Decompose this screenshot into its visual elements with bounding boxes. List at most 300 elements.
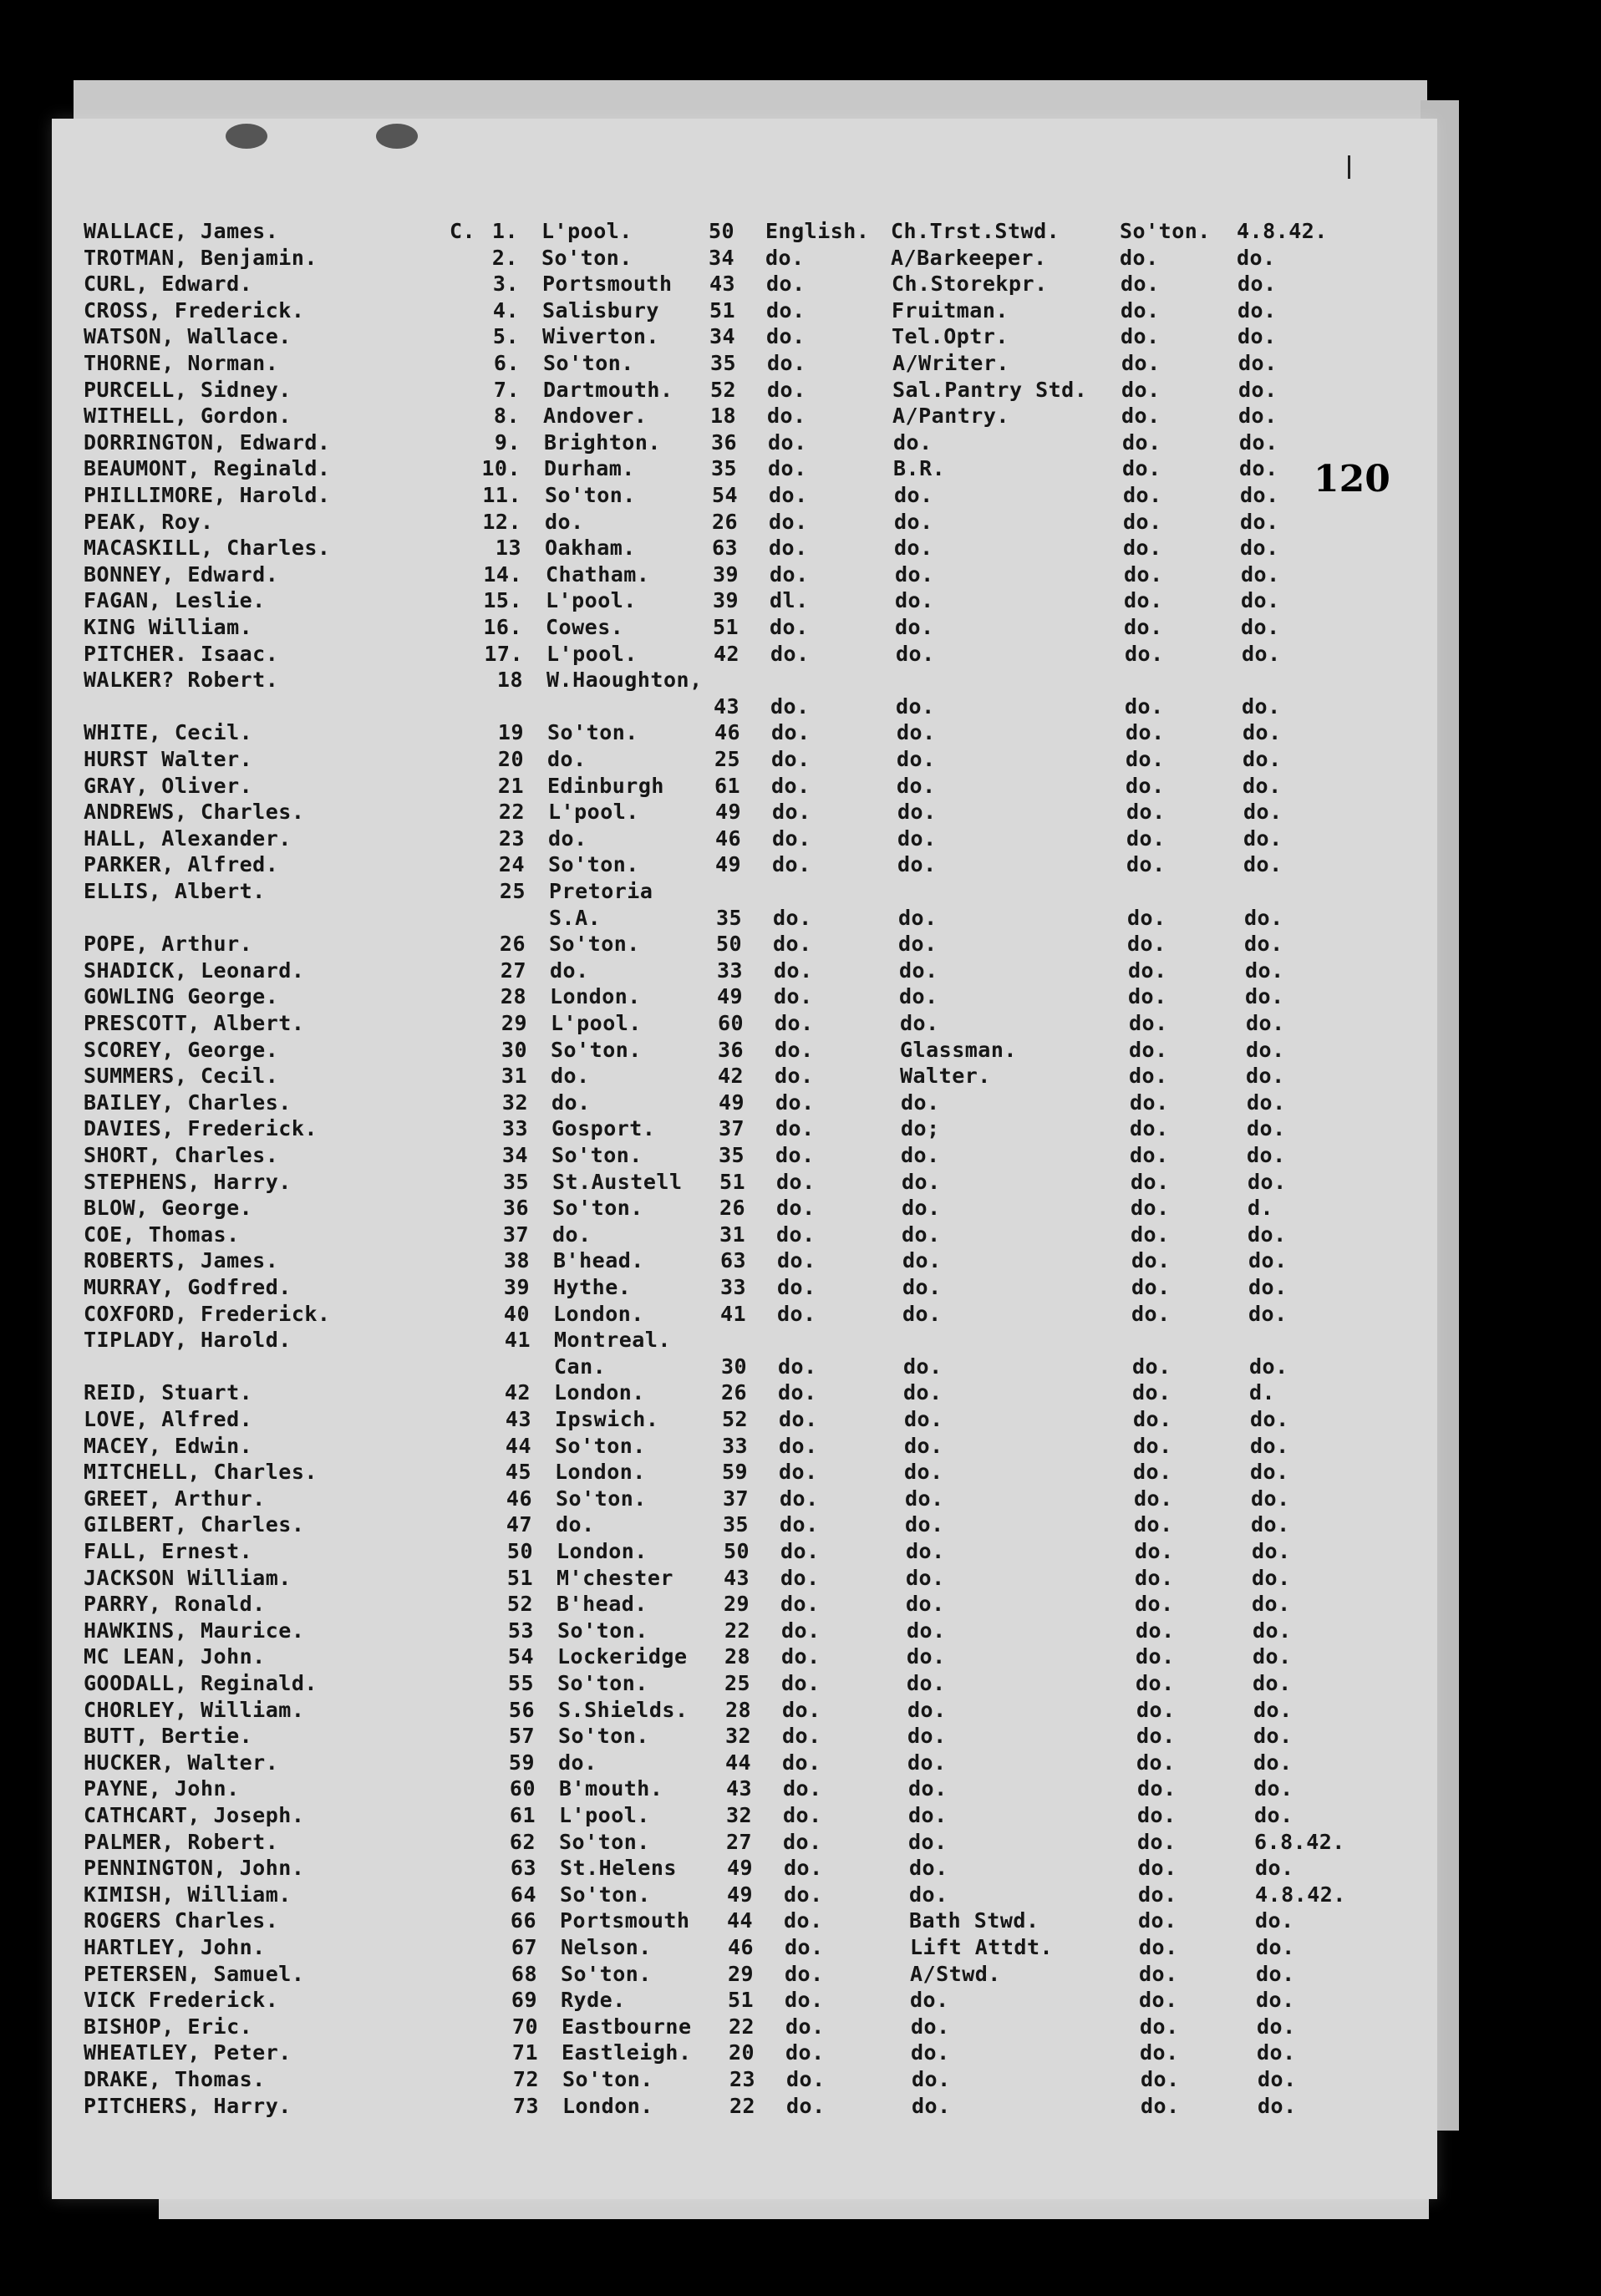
- age: 31: [719, 1222, 746, 1247]
- date: do.: [1247, 1116, 1286, 1141]
- table-row: [0, 906, 1601, 931]
- crew-name: PALMER, Robert.: [84, 1829, 279, 1854]
- rating: do.: [895, 615, 934, 639]
- date: do.: [1248, 1275, 1288, 1299]
- table-row: [0, 642, 1601, 667]
- table-row: [0, 694, 1601, 719]
- birthplace: Brighton.: [544, 429, 661, 455]
- entry-number: 36: [502, 1196, 529, 1221]
- age: 22: [729, 2093, 756, 2118]
- rating: do.: [899, 958, 938, 983]
- rating: do.: [897, 852, 937, 877]
- table-row: [0, 351, 1601, 376]
- table-row: [0, 1275, 1601, 1300]
- crew-name: THORNE, Norman.: [84, 351, 279, 375]
- date: do.: [1255, 1856, 1294, 1881]
- port: do.: [1126, 773, 1165, 798]
- rating: do.: [900, 1011, 939, 1035]
- age: 25: [724, 1671, 751, 1695]
- crew-name: PETERSEN, Samuel.: [84, 1961, 305, 1986]
- rating: do.: [899, 984, 938, 1009]
- date: do.: [1250, 1433, 1289, 1458]
- port: do.: [1121, 404, 1161, 429]
- nationality: do.: [777, 1248, 816, 1273]
- age: 49: [719, 1090, 745, 1115]
- nationality: do.: [786, 2093, 826, 2118]
- rating: do.: [907, 1724, 947, 1749]
- crew-name: BAILEY, Charles.: [84, 1090, 292, 1115]
- nationality: do.: [775, 1143, 815, 1167]
- entry-number: 41: [504, 1328, 531, 1353]
- age: 49: [727, 1882, 754, 1907]
- rating: do.: [902, 1275, 942, 1299]
- crew-name: SHADICK, Leonard.: [84, 958, 305, 983]
- birthplace: Pretoria: [549, 879, 653, 903]
- date: do.: [1248, 1248, 1288, 1273]
- nationality: do.: [769, 536, 808, 561]
- nationality: do.: [778, 1380, 817, 1405]
- age: 54: [712, 483, 739, 507]
- entry-number: 67: [511, 1935, 537, 1959]
- age: 49: [717, 984, 744, 1009]
- table-row: [0, 378, 1601, 403]
- birthplace: L'pool.: [551, 1011, 642, 1035]
- age: 43: [724, 1565, 750, 1590]
- port: do.: [1136, 1671, 1175, 1695]
- table-row: [0, 720, 1601, 745]
- table-row: [0, 1882, 1601, 1907]
- age: 59: [722, 1460, 749, 1485]
- port: do.: [1137, 1776, 1177, 1801]
- date: do.: [1243, 747, 1282, 771]
- entry-number: 38: [503, 1248, 530, 1273]
- crew-name: PITCHER. Isaac.: [84, 641, 279, 666]
- port: do.: [1131, 1196, 1170, 1221]
- date: do.: [1250, 1460, 1289, 1485]
- age: 29: [728, 1961, 755, 1986]
- crew-name: MACEY, Edwin.: [84, 1433, 253, 1458]
- table-row: [0, 1671, 1601, 1696]
- table-row: [0, 2014, 1601, 2039]
- crew-name: WALLACE, James.: [84, 219, 279, 243]
- date: 4.8.42.: [1237, 219, 1328, 243]
- date: do.: [1241, 588, 1280, 613]
- table-row: [0, 1750, 1601, 1775]
- birthplace: Portsmouth: [542, 272, 673, 297]
- date: do.: [1240, 509, 1279, 534]
- birthplace: So'ton.: [555, 1433, 646, 1458]
- entry-number: 70: [511, 2014, 538, 2039]
- birthplace: Edinburgh: [547, 773, 664, 798]
- birthplace: L'pool.: [548, 800, 639, 825]
- birthplace: So'ton.: [547, 720, 638, 745]
- entry-number: 61: [509, 1803, 536, 1827]
- crew-name: GRAY, Oliver.: [84, 773, 253, 798]
- table-row: [0, 246, 1601, 271]
- crew-name: VICK Frederick.: [84, 1988, 279, 2013]
- table-row: [0, 404, 1601, 429]
- crew-name: BUTT, Bertie.: [84, 1724, 253, 1749]
- entry-number: 23: [498, 825, 525, 851]
- entry-number: 56: [508, 1697, 535, 1722]
- entry-number: 1.: [491, 219, 518, 243]
- nationality: do.: [785, 2040, 825, 2065]
- table-row: [0, 1539, 1601, 1564]
- age: 44: [725, 1750, 752, 1775]
- crew-name: WITHELL, Gordon.: [84, 404, 292, 429]
- crew-name: BEAUMONT, Reginald.: [84, 456, 331, 481]
- rating: do.: [908, 1803, 948, 1827]
- rating: Walter.: [900, 1064, 991, 1089]
- birthplace: Cowes.: [546, 615, 624, 639]
- date: do.: [1248, 1301, 1288, 1326]
- age: 22: [729, 2014, 755, 2039]
- crew-name: PURCELL, Sidney.: [84, 377, 292, 402]
- entry-number: 5.: [492, 324, 519, 349]
- nationality: do.: [782, 1724, 821, 1749]
- crew-name: POPE, Arthur.: [84, 932, 253, 957]
- date: do.: [1238, 297, 1277, 323]
- nationality: English.: [765, 219, 870, 243]
- date: do.: [1246, 1064, 1285, 1089]
- date: do.: [1246, 1037, 1285, 1062]
- age: 51: [713, 615, 740, 639]
- port: do.: [1127, 905, 1166, 930]
- rating: do.: [904, 1433, 943, 1458]
- age: 50: [709, 219, 735, 243]
- birthplace: do.: [547, 747, 587, 771]
- port: do.: [1129, 1037, 1168, 1062]
- crew-name: BLOW, George.: [84, 1196, 253, 1221]
- birthplace: do.: [548, 825, 587, 851]
- birthplace: So'ton.: [561, 1961, 652, 1986]
- nationality: do.: [780, 1592, 820, 1617]
- table-row: [0, 1196, 1601, 1221]
- table-row: [0, 774, 1601, 799]
- table-row: [0, 1380, 1601, 1405]
- date: do.: [1244, 932, 1283, 957]
- rating: do.: [911, 2040, 950, 2065]
- nationality: do.: [784, 1908, 823, 1933]
- port: do.: [1136, 1724, 1176, 1749]
- rating: A/Barkeeper.: [891, 245, 1047, 270]
- rating: Sal.Pantry Std.: [892, 377, 1088, 402]
- crew-name: LOVE, Alfred.: [84, 1407, 253, 1431]
- port: do.: [1138, 1908, 1177, 1933]
- rating: do.: [897, 747, 936, 771]
- table-row: [0, 456, 1601, 481]
- port: do.: [1132, 1354, 1172, 1379]
- birthplace: Gosport.: [551, 1116, 656, 1141]
- entry-number: 29: [501, 1011, 527, 1035]
- age: 36: [711, 429, 738, 455]
- table-row: [0, 2067, 1601, 2092]
- age: 35: [710, 351, 737, 375]
- crew-name: ROGERS Charles.: [84, 1908, 279, 1933]
- crew-name: HURST Walter.: [84, 747, 253, 771]
- table-row: [0, 1724, 1601, 1749]
- entry-number: 68: [511, 1961, 537, 1986]
- nationality: do.: [780, 1486, 819, 1511]
- birthplace: do.: [552, 1222, 592, 1247]
- crew-name: PENNINGTON, John.: [84, 1856, 305, 1881]
- age: 34: [709, 324, 736, 349]
- port: do.: [1133, 1407, 1172, 1431]
- port: do.: [1129, 1064, 1168, 1089]
- date: do.: [1247, 1090, 1286, 1115]
- nationality: do.: [776, 1169, 816, 1194]
- table-row: [0, 536, 1601, 561]
- age: 32: [725, 1724, 752, 1749]
- nationality: do.: [780, 1539, 820, 1563]
- age: 52: [710, 377, 737, 402]
- date: do.: [1241, 561, 1280, 587]
- rating: do.: [906, 1592, 945, 1617]
- rating: Tel.Optr.: [892, 324, 1009, 349]
- date: do.: [1240, 483, 1279, 507]
- nationality: do.: [776, 1222, 816, 1247]
- date: do.: [1240, 536, 1279, 561]
- crew-name: HAWKINS, Maurice.: [84, 1618, 305, 1643]
- crew-name: MC LEAN, John.: [84, 1644, 266, 1669]
- nationality: do.: [784, 1856, 823, 1881]
- entry-number: 17.: [484, 641, 523, 666]
- nationality: do.: [783, 1803, 822, 1827]
- birthplace: So'ton.: [551, 1143, 643, 1167]
- table-row: [0, 1460, 1601, 1485]
- crew-name: ROBERTS, James.: [84, 1248, 279, 1273]
- date: do.: [1241, 615, 1280, 639]
- entry-number: 62: [509, 1829, 536, 1854]
- port: do.: [1126, 852, 1166, 877]
- port: do.: [1130, 1143, 1169, 1167]
- date: do.: [1258, 2093, 1297, 2118]
- entry-number: 52: [506, 1592, 533, 1617]
- rating: do.: [909, 1882, 948, 1907]
- crew-name: SCOREY, George.: [84, 1037, 279, 1062]
- age: 42: [718, 1064, 745, 1089]
- entry-number: 59: [508, 1750, 535, 1775]
- table-row: [0, 1064, 1601, 1089]
- table-row: [0, 219, 1601, 244]
- rating: do;: [901, 1116, 940, 1141]
- crew-name: GOWLING George.: [84, 984, 279, 1009]
- table-row: [0, 1908, 1601, 1933]
- table-row: [0, 1486, 1601, 1511]
- age: 26: [712, 509, 739, 534]
- date: do.: [1254, 1776, 1294, 1801]
- table-row: [0, 1038, 1601, 1063]
- birthplace: London.: [553, 1301, 644, 1326]
- crew-name: MACASKILL, Charles.: [84, 536, 331, 561]
- port: do.: [1130, 1090, 1169, 1115]
- date: do.: [1253, 1644, 1292, 1669]
- date: do.: [1243, 773, 1282, 798]
- age: 63: [712, 536, 739, 561]
- birthplace: So'ton.: [557, 1671, 648, 1695]
- port: do.: [1140, 2040, 1179, 2065]
- entry-number: 33: [501, 1116, 528, 1141]
- port: do.: [1138, 1882, 1177, 1907]
- port: do.: [1125, 693, 1164, 719]
- nationality: do.: [765, 245, 805, 270]
- crew-name: SHORT, Charles.: [84, 1143, 279, 1167]
- table-row: [0, 510, 1601, 535]
- birthplace: So'ton.: [545, 483, 636, 507]
- table-row: [0, 1935, 1601, 1960]
- age: 34: [709, 245, 735, 270]
- entry-number: 54: [507, 1644, 534, 1669]
- rating: A/Writer.: [892, 351, 1009, 375]
- port: do.: [1127, 932, 1166, 957]
- date: do.: [1239, 456, 1278, 481]
- nationality: do.: [774, 958, 813, 983]
- table-row: [0, 483, 1601, 508]
- entry-number: 9.: [494, 429, 521, 455]
- rating: Lift Attdt.: [910, 1935, 1054, 1959]
- crew-name: TIPLADY, Harold.: [84, 1328, 292, 1353]
- entry-number: 13: [495, 536, 521, 561]
- rating: do.: [908, 1829, 948, 1854]
- nationality: do.: [772, 800, 811, 825]
- table-row: [0, 1803, 1601, 1828]
- birthplace: Dartmouth.: [543, 377, 673, 402]
- port: do.: [1122, 429, 1161, 455]
- age: 36: [718, 1037, 745, 1062]
- date: do.: [1257, 2040, 1296, 2065]
- nationality: do.: [785, 2014, 825, 2039]
- table-row: [0, 826, 1601, 851]
- port: do.: [1121, 377, 1161, 402]
- nationality: do.: [771, 747, 811, 771]
- age: 43: [709, 272, 736, 297]
- table-row: [0, 747, 1601, 772]
- port: do.: [1131, 1222, 1170, 1247]
- birthplace: London.: [554, 1380, 645, 1405]
- entry-number: 73: [512, 2093, 539, 2118]
- entry-number: 63: [510, 1856, 536, 1881]
- birthplace: do.: [558, 1750, 597, 1775]
- entry-number: 21: [497, 773, 524, 798]
- date: do.: [1251, 1512, 1290, 1537]
- birthplace: London.: [555, 1460, 646, 1485]
- date: do.: [1256, 1961, 1295, 1986]
- date: 6.8.42.: [1254, 1829, 1345, 1854]
- port: do.: [1128, 958, 1167, 983]
- nationality: do.: [770, 641, 810, 666]
- birthplace: Montreal.: [554, 1328, 671, 1353]
- entry-number: 8.: [493, 404, 520, 429]
- port: do.: [1131, 1169, 1170, 1194]
- entry-number: 60: [509, 1776, 536, 1801]
- age: 61: [714, 773, 741, 798]
- table-row: [0, 430, 1601, 455]
- port: do.: [1126, 800, 1166, 825]
- rating: A/Pantry.: [892, 404, 1009, 429]
- port: do.: [1139, 1988, 1178, 2013]
- entry-number: 24: [498, 852, 525, 877]
- rating: Ch.Storekpr.: [892, 272, 1048, 297]
- nationality: do.: [768, 456, 807, 481]
- entry-number: 12.: [482, 509, 521, 534]
- birthplace: London.: [550, 984, 641, 1009]
- crew-name: SUMMERS, Cecil.: [84, 1064, 279, 1089]
- port: do.: [1136, 1618, 1175, 1643]
- age: 49: [715, 800, 742, 825]
- port: do.: [1126, 720, 1165, 745]
- birthplace: So'ton.: [557, 1618, 648, 1643]
- age: 49: [727, 1856, 754, 1881]
- port: do.: [1123, 483, 1162, 507]
- table-row: [0, 615, 1601, 640]
- entry-number: 47: [506, 1512, 532, 1537]
- nationality: dl.: [770, 588, 809, 613]
- port: do.: [1133, 1460, 1172, 1485]
- port: do.: [1125, 641, 1164, 666]
- birthplace: So'ton.: [548, 852, 639, 877]
- birthplace: Ipswich.: [555, 1407, 659, 1431]
- table-row: [0, 1830, 1601, 1855]
- age: 35: [711, 456, 738, 481]
- birthplace: Salisbury: [542, 297, 659, 323]
- birthplace: B'head.: [557, 1592, 648, 1617]
- entry-number: 32: [501, 1090, 528, 1115]
- nationality: do.: [772, 852, 811, 877]
- crew-name: GREET, Arthur.: [84, 1486, 266, 1511]
- nationality: do.: [780, 1512, 819, 1537]
- birthplace: Lockeridge: [557, 1644, 688, 1669]
- age: 27: [726, 1829, 753, 1854]
- port: do.: [1126, 825, 1166, 851]
- age: 52: [722, 1407, 749, 1431]
- entry-number: 44: [505, 1433, 531, 1458]
- birthplace: do.: [545, 509, 584, 534]
- crew-name: COE, Thomas.: [84, 1222, 240, 1247]
- crew-name: GOODALL, Reginald.: [84, 1671, 318, 1695]
- entry-number: 66: [510, 1908, 536, 1933]
- birthplace: So'ton.: [541, 245, 633, 270]
- table-row: [0, 1011, 1601, 1036]
- birthplace: do.: [556, 1512, 595, 1537]
- nationality: do.: [785, 1935, 824, 1959]
- table-row: [0, 1222, 1601, 1247]
- date: do.: [1252, 1539, 1291, 1563]
- rating: do.: [894, 483, 933, 507]
- rating: do.: [893, 429, 933, 455]
- rating: do.: [895, 561, 934, 587]
- date: do.: [1248, 1169, 1287, 1194]
- port: do.: [1139, 1935, 1178, 1959]
- rating: Glassman.: [900, 1037, 1017, 1062]
- birthplace: Nelson.: [561, 1935, 652, 1959]
- rating: do.: [911, 2014, 950, 2039]
- birthplace: S.Shields.: [558, 1697, 689, 1722]
- birthplace: So'ton.: [552, 1196, 643, 1221]
- nationality: do.: [776, 1196, 816, 1221]
- entry-number: 15.: [483, 588, 522, 613]
- date: do.: [1245, 958, 1284, 983]
- entry-number: 57: [508, 1724, 535, 1749]
- date: do.: [1256, 1935, 1295, 1959]
- birthplace: So'ton.: [551, 1037, 642, 1062]
- class-mark: C.: [450, 219, 476, 243]
- table-row: [0, 1776, 1601, 1801]
- crew-name: FALL, Ernest.: [84, 1539, 253, 1563]
- port: do.: [1137, 1803, 1177, 1827]
- table-row: [0, 1116, 1601, 1141]
- age: 46: [715, 825, 742, 851]
- date: do.: [1242, 693, 1281, 719]
